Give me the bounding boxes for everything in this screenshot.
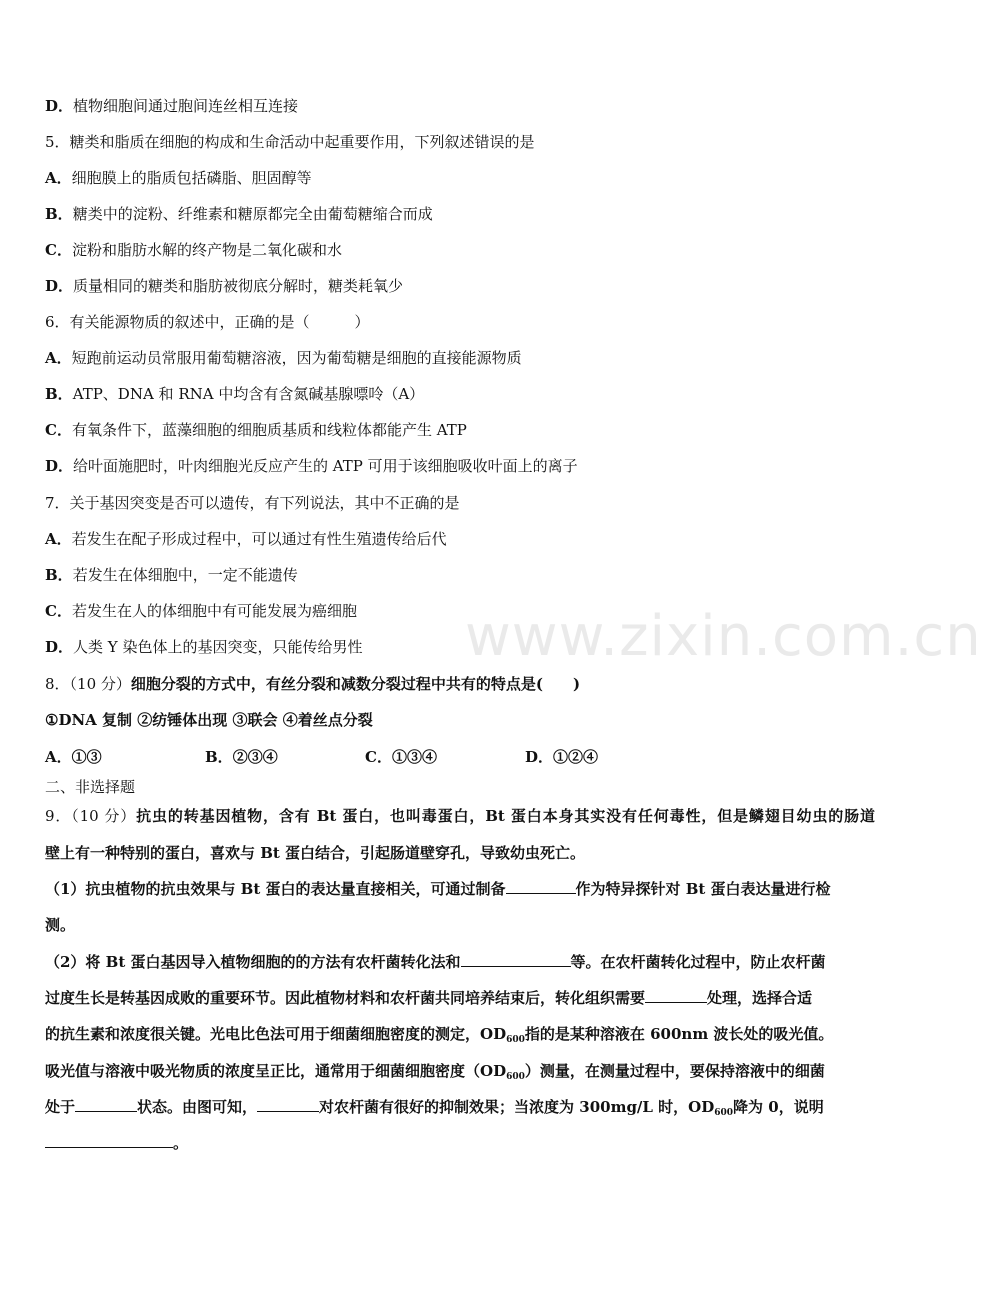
q9-intro-line1: 9．（10 分）抗虫的转基因植物，含有 Bt 蛋白，也叫毒蛋白，Bt 蛋白本身其实没有任何毒性，但是鳞翅目幼虫的肠道	[45, 807, 875, 825]
q6-stem: 6．有关能源物质的叙述中，正确的是（ ）	[45, 313, 370, 331]
watermark-text: www.zixin.com.cn	[465, 604, 982, 669]
q8-option-b: B．②③④	[205, 748, 278, 766]
q6-option-b: B．ATP、DNA 和 RNA 中均含有含氮碱基腺嘌呤（A）	[45, 385, 425, 403]
q7-option-d: D．人类 Y 染色体上的基因突变，只能传给男性	[45, 638, 363, 656]
q5-option-c: C．淀粉和脂肪水解的终产物是二氧化碳和水	[45, 241, 342, 259]
answer-blank-6[interactable]	[45, 1133, 173, 1148]
q5-stem: 5．糖类和脂质在细胞的构成和生命活动中起重要作用，下列叙述错误的是	[45, 133, 535, 151]
q9-part1-line1: （1）抗虫植物的抗虫效果与 Bt 蛋白的表达量直接相关，可通过制备 作为特异探针对 Bt 蛋白表达量进行检	[45, 880, 831, 898]
q9-part2-line5: 处于 状态。由图可知， 对农杆菌有很好的抑制效果；当浓度为 300mg/L 时，$OD_{600}$降为 0，说明	[45, 1098, 824, 1118]
q9-part2-line4: 吸光值与溶液中吸光物质的浓度呈正比，通常用于细菌细胞密度$(OD_{600})$测量，在测量过程中，要保持溶液中的细菌	[45, 1062, 825, 1082]
q9-part2-line6: 。	[45, 1132, 875, 1154]
q8-option-c: C．①③④	[365, 748, 437, 766]
q7-option-b: B．若发生在体细胞中，一定不能遗传	[45, 566, 298, 584]
q9-part1-line2: 测。	[45, 916, 76, 934]
q6-option-d: D．给叶面施肥时，叶肉细胞光反应产生的 ATP 可用于该细胞吸收叶面上的离子	[45, 457, 578, 475]
answer-blank-3[interactable]	[645, 988, 707, 1003]
q8-option-a: A．①③	[45, 748, 102, 766]
q8-options	[45, 746, 875, 768]
answer-blank-1[interactable]	[506, 879, 576, 894]
q5-option-d: D．质量相同的糖类和脂肪被彻底分解时，糖类耗氧少	[45, 277, 404, 295]
q9-part2-line3: 的抗生素和浓度很关键。光电比色法可用于细菌细胞密度的测定，$OD_{600}$指的是某种溶液在 600nm 波长处的吸光值。	[45, 1025, 834, 1045]
q5-option-b: B．糖类中的淀粉、纤维素和糖原都完全由葡萄糖缩合而成	[45, 205, 433, 223]
q7-option-a: A．若发生在配子形成过程中，可以通过有性生殖遗传给后代	[45, 530, 447, 548]
answer-blank-2[interactable]	[461, 952, 571, 967]
q8-items: ①DNA 复制 ②纺锤体出现 ③联会 ④着丝点分裂	[45, 711, 373, 729]
q6-option-c: C．有氧条件下，蓝藻细胞的细胞质基质和线粒体都能产生 ATP	[45, 421, 467, 439]
q9-part2-line2: 过度生长是转基因成败的重要环节。因此植物材料和农杆菌共同培养结束后，转化组织需要 处理，选择合适	[45, 989, 813, 1007]
q9-intro-line2: 壁上有一种特别的蛋白，喜欢与 Bt 蛋白结合，引起肠道壁穿孔，导致幼虫死亡。	[45, 844, 586, 862]
q9-part2-line1: （2）将 Bt 蛋白基因导入植物细胞的的方法有农杆菌转化法和 等。在农杆菌转化过程中，防止农杆菌	[45, 953, 826, 971]
q8-option-d: D．①②④	[525, 748, 599, 766]
q8-stem: 8．（10 分）细胞分裂的方式中，有丝分裂和减数分裂过程中共有的特点是( )	[45, 675, 581, 693]
q4-option-d: D．植物细胞间通过胞间连丝相互连接	[45, 97, 299, 115]
answer-blank-5[interactable]	[257, 1097, 319, 1112]
q5-option-a: A．细胞膜上的脂质包括磷脂、胆固醇等	[45, 169, 312, 187]
section-heading: 二、非选择题	[45, 778, 136, 796]
q7-option-c: C．若发生在人的体细胞中有可能发展为癌细胞	[45, 602, 357, 620]
q6-option-a: A．短跑前运动员常服用葡萄糖溶液，因为葡萄糖是细胞的直接能源物质	[45, 349, 522, 367]
answer-blank-4[interactable]	[75, 1097, 137, 1112]
q7-stem: 7．关于基因突变是否可以遗传，有下列说法，其中不正确的是	[45, 494, 460, 512]
